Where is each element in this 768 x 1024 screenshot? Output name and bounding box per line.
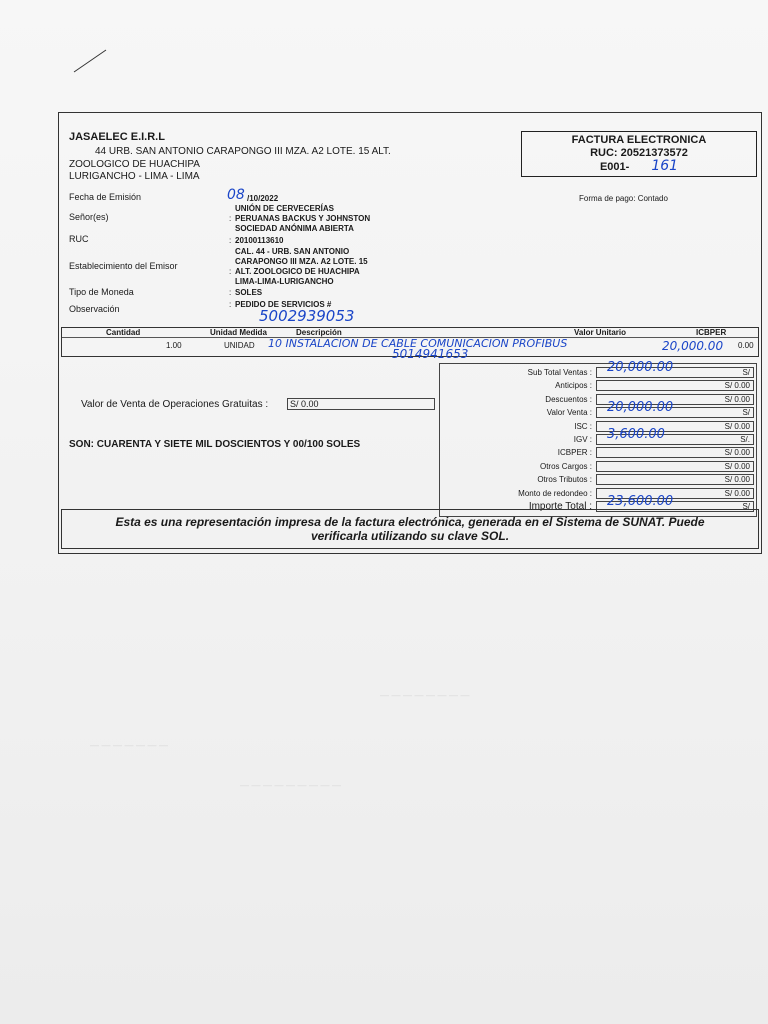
totals-row: [440, 461, 758, 474]
establecimiento-value-1: CAL. 44 - URB. SAN ANTONIO: [235, 247, 350, 256]
forma-pago: Forma de pago: Contado: [579, 194, 668, 203]
bleed-through-mark: — — — — — — —: [90, 740, 169, 750]
bleed-through-mark: — — — — — — — — —: [240, 780, 342, 790]
footer-line-2: verificarla utilizando su clave SOL.: [310, 529, 510, 543]
totals-row: [440, 488, 758, 501]
colon: :: [229, 236, 232, 245]
totals-label: IGV :: [573, 435, 592, 444]
issuer-name: JASAELEC E.I.R.L: [69, 131, 165, 143]
observacion-label: Observación: [69, 304, 120, 314]
document-id-box: [521, 131, 757, 177]
items-table: [61, 327, 759, 361]
ruc-label: RUC: [69, 234, 89, 244]
totals-label: Descuentos :: [545, 394, 592, 404]
fecha-day-handwritten: 08: [227, 187, 245, 203]
gratuitas-label: Valor de Venta de Operaciones Gratuitas :: [81, 399, 269, 410]
totals-value-text: S/ 0.00: [724, 421, 750, 431]
totals-label: Otros Tributos :: [537, 475, 592, 485]
totals-label: Monto de redondeo :: [518, 488, 592, 498]
totals-value-text: S/: [742, 368, 750, 377]
totals-row: [440, 380, 758, 393]
issuer-address-line-1: 44 URB. SAN ANTONIO CARAPONGO III MZA. A2 LOTE. 15 ALT.: [95, 146, 391, 157]
moneda-label: Tipo de Moneda: [69, 287, 134, 297]
totals-label: Anticipos :: [555, 381, 592, 391]
totals-row: [440, 427, 758, 447]
totals-label: ICBPER :: [557, 448, 592, 458]
totals-value-text: S/ 0.00: [724, 448, 750, 458]
row-descripcion-handwritten: 10 INSTALACION DE CABLE COMUNICACION PROFIBUS: [268, 337, 568, 350]
document-number: [522, 160, 756, 174]
totals-value: [596, 380, 754, 391]
moneda-value: SOLES: [235, 288, 263, 297]
colon: :: [229, 288, 232, 297]
footer-line-1: Esta es una representación impresa de la factura electrónica, generada en el Sistema de SUNAT. Puede: [115, 515, 705, 529]
totals-value-text: S/ 0.00: [724, 381, 750, 391]
totals-value: [596, 400, 754, 418]
totals-row: [440, 474, 758, 487]
totals-label: Otros Cargos :: [539, 461, 592, 471]
fecha-label: Fecha de Emisión: [69, 192, 142, 202]
establecimiento-value-4: LIMA-LIMA-LURIGANCHO: [235, 277, 334, 286]
header-cantidad: Cantidad: [106, 328, 141, 337]
totals-handwritten: 20,000.00: [607, 360, 674, 375]
document-number-handwritten: 161: [651, 158, 679, 174]
totals-handwritten: 3,600.00: [607, 427, 665, 442]
header-icbper: ICBPER: [696, 328, 727, 337]
header-unidad: Unidad Medida: [210, 328, 267, 337]
amount-in-words: SON: CUARENTA Y SIETE MIL DOSCIENTOS Y 00/100 SOLES: [69, 439, 361, 450]
totals-value: [596, 447, 754, 458]
row-valor-handwritten: 20,000.00: [662, 339, 724, 353]
row-cantidad: 1.00: [166, 341, 182, 350]
establecimiento-value-2: CARAPONGO III MZA. A2 LOTE. 15: [235, 257, 368, 266]
senores-value-1: UNIÓN DE CERVECERÍAS: [235, 204, 334, 213]
gratuitas-value: S/ 0.00: [287, 398, 435, 410]
header-valor-unitario: Valor Unitario: [574, 328, 627, 337]
row-descripcion-handwritten-2: 5014941653: [392, 347, 469, 361]
totals-value-text: S/ 0.00: [724, 488, 750, 498]
observacion-handwritten: 5002939053: [259, 307, 355, 325]
document-ruc: RUC: 20521373572: [590, 147, 688, 159]
totals-handwritten: 20,000.00: [607, 400, 674, 416]
totals-value-text: S/: [742, 502, 750, 511]
totals-value: [596, 427, 754, 445]
totals-value-text: S/ 0.00: [724, 475, 750, 485]
senores-label: Señor(es): [69, 212, 109, 222]
colon: :: [229, 267, 232, 276]
pen-mark-icon: [72, 48, 108, 74]
totals-row: [440, 394, 758, 407]
colon: :: [229, 214, 232, 223]
establecimiento-value-3: ALT. ZOOLOGICO DE HUACHIPA: [235, 267, 360, 276]
totals-value-text: S/.: [740, 435, 750, 444]
totals-label: ISC :: [574, 421, 592, 431]
document-number-prefix: E001-: [599, 161, 630, 173]
totals-value-text: S/ 0.00: [724, 461, 750, 471]
row-icbper: 0.00: [738, 341, 754, 350]
totals-value: [596, 461, 754, 472]
totals-value: [596, 360, 754, 378]
totals-label: Sub Total Ventas :: [527, 368, 592, 377]
ruc-value: 20100113610: [235, 236, 284, 245]
totals-box: [439, 360, 757, 517]
bleed-through-mark: — — — — — — — —: [380, 690, 470, 700]
totals-row: [440, 400, 758, 420]
colon: :: [229, 300, 232, 309]
senores-value-2: PERUANAS BACKUS Y JOHNSTON: [235, 214, 371, 223]
fecha-value: /10/2022: [247, 194, 279, 203]
establecimiento-label: Establecimiento del Emisor: [69, 261, 178, 271]
totals-row: [440, 360, 758, 380]
totals-row: [440, 421, 758, 434]
invoice: [58, 112, 762, 554]
totals-value-text: S/ 0.00: [724, 394, 750, 404]
issuer-address-line-3: LURIGANCHO - LIMA - LIMA: [69, 171, 200, 182]
totals-value-text: S/: [742, 408, 750, 418]
sunat-footer: [61, 509, 759, 549]
totals-value: [596, 474, 754, 485]
row-unidad: UNIDAD: [224, 341, 255, 350]
totals-handwritten: 23,600.00: [607, 494, 674, 509]
issuer-address-line-2: ZOOLOGICO DE HUACHIPA: [69, 159, 200, 170]
header-descripcion: Descripción: [296, 328, 342, 337]
totals-label: Importe Total :: [528, 501, 592, 512]
totals-label: Valor Venta :: [546, 408, 592, 418]
senores-value-3: SOCIEDAD ANÓNIMA ABIERTA: [235, 224, 354, 233]
observacion-value: PEDIDO DE SERVICIOS #: [235, 300, 332, 309]
document-type: FACTURA ELECTRONICA: [571, 134, 707, 146]
totals-row: [440, 447, 758, 460]
